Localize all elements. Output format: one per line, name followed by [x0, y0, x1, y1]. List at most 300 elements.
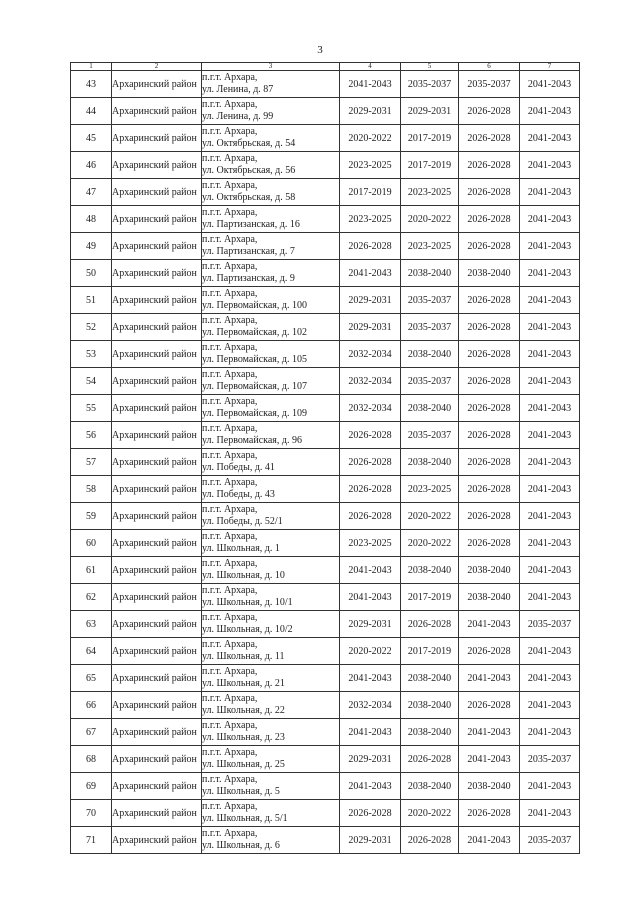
table-row — [71, 503, 580, 530]
period-col5-cell: 2038-2040 — [401, 719, 459, 746]
period-col7-cell: 2035-2037 — [520, 611, 580, 638]
address-cell — [202, 422, 340, 449]
row-number-cell: 56 — [71, 422, 112, 449]
period-col4-cell: 2020-2022 — [340, 638, 401, 665]
address-line-1: п.г.т. Архара, — [202, 693, 258, 704]
column-header: 2 — [112, 63, 202, 71]
period-col5-cell: 2017-2019 — [401, 125, 459, 152]
address-line-2: ул. Октябрьская, д. 54 — [202, 138, 296, 149]
address-cell — [202, 368, 340, 395]
table-row — [71, 179, 580, 206]
address-line-1: п.г.т. Архара, — [202, 72, 258, 83]
period-col5-cell: 2038-2040 — [401, 341, 459, 368]
row-number-cell: 47 — [71, 179, 112, 206]
period-col4-cell: 2029-2031 — [340, 314, 401, 341]
period-col7-cell: 2041-2043 — [520, 368, 580, 395]
period-col6-cell: 2041-2043 — [459, 746, 520, 773]
district-cell: Архаринский район — [112, 557, 202, 584]
period-col4-cell: 2041-2043 — [340, 773, 401, 800]
table-row — [71, 98, 580, 125]
district-cell: Архаринский район — [112, 800, 202, 827]
period-col6-cell: 2026-2028 — [459, 476, 520, 503]
row-number-cell: 59 — [71, 503, 112, 530]
address-line-2: ул. Школьная, д. 1 — [202, 543, 280, 554]
period-col5-cell: 2020-2022 — [401, 503, 459, 530]
district-cell: Архаринский район — [112, 287, 202, 314]
address-cell — [202, 611, 340, 638]
period-col5-cell: 2035-2037 — [401, 71, 459, 98]
period-col4-cell: 2029-2031 — [340, 287, 401, 314]
row-number-cell: 51 — [71, 287, 112, 314]
period-col5-cell: 2038-2040 — [401, 665, 459, 692]
period-col6-cell: 2026-2028 — [459, 125, 520, 152]
period-col5-cell: 2038-2040 — [401, 449, 459, 476]
period-col4-cell: 2017-2019 — [340, 179, 401, 206]
district-cell: Архаринский район — [112, 449, 202, 476]
period-col6-cell: 2026-2028 — [459, 287, 520, 314]
period-col4-cell: 2029-2031 — [340, 827, 401, 854]
address-cell — [202, 692, 340, 719]
period-col6-cell: 2038-2040 — [459, 773, 520, 800]
address-line-1: п.г.т. Архара, — [202, 450, 258, 461]
column-header: 6 — [459, 63, 520, 71]
table-row — [71, 773, 580, 800]
row-number-cell: 67 — [71, 719, 112, 746]
period-col7-cell: 2041-2043 — [520, 125, 580, 152]
table-row — [71, 449, 580, 476]
address-line-2: ул. Первомайская, д. 105 — [202, 354, 307, 365]
table-row — [71, 314, 580, 341]
period-col7-cell: 2041-2043 — [520, 449, 580, 476]
row-number-cell: 68 — [71, 746, 112, 773]
address-line-1: п.г.т. Архара, — [202, 423, 258, 434]
period-col4-cell: 2026-2028 — [340, 476, 401, 503]
district-cell: Архаринский район — [112, 260, 202, 287]
period-col7-cell: 2041-2043 — [520, 152, 580, 179]
address-line-2: ул. Партизанская, д. 9 — [202, 273, 295, 284]
period-col7-cell: 2041-2043 — [520, 692, 580, 719]
address-line-2: ул. Победы, д. 52/1 — [202, 516, 283, 527]
period-col4-cell: 2032-2034 — [340, 368, 401, 395]
address-line-2: ул. Школьная, д. 25 — [202, 759, 285, 770]
row-number-cell: 65 — [71, 665, 112, 692]
period-col7-cell: 2041-2043 — [520, 584, 580, 611]
district-cell: Архаринский район — [112, 503, 202, 530]
period-col7-cell: 2041-2043 — [520, 530, 580, 557]
address-cell — [202, 773, 340, 800]
period-col5-cell: 2035-2037 — [401, 314, 459, 341]
period-col6-cell: 2026-2028 — [459, 800, 520, 827]
row-number-cell: 61 — [71, 557, 112, 584]
address-line-2: ул. Школьная, д. 6 — [202, 840, 280, 851]
period-col6-cell: 2026-2028 — [459, 395, 520, 422]
district-cell: Архаринский район — [112, 530, 202, 557]
district-cell: Архаринский район — [112, 368, 202, 395]
period-col6-cell: 2026-2028 — [459, 233, 520, 260]
address-cell — [202, 449, 340, 476]
period-col6-cell: 2026-2028 — [459, 314, 520, 341]
address-line-1: п.г.т. Архара, — [202, 666, 258, 677]
address-cell — [202, 152, 340, 179]
period-col5-cell: 2023-2025 — [401, 233, 459, 260]
district-cell: Архаринский район — [112, 584, 202, 611]
address-line-1: п.г.т. Архара, — [202, 612, 258, 623]
period-col7-cell: 2041-2043 — [520, 260, 580, 287]
address-line-2: ул. Школьная, д. 5 — [202, 786, 280, 797]
period-col6-cell: 2026-2028 — [459, 638, 520, 665]
period-col5-cell: 2026-2028 — [401, 611, 459, 638]
period-col7-cell: 2041-2043 — [520, 422, 580, 449]
period-col4-cell: 2041-2043 — [340, 260, 401, 287]
address-cell — [202, 800, 340, 827]
address-cell — [202, 638, 340, 665]
table-row — [71, 476, 580, 503]
period-col7-cell: 2041-2043 — [520, 314, 580, 341]
table-row — [71, 638, 580, 665]
row-number-cell: 53 — [71, 341, 112, 368]
table-row — [71, 368, 580, 395]
period-col5-cell: 2038-2040 — [401, 395, 459, 422]
address-cell — [202, 746, 340, 773]
period-col4-cell: 2032-2034 — [340, 341, 401, 368]
period-col4-cell: 2023-2025 — [340, 152, 401, 179]
row-number-cell: 62 — [71, 584, 112, 611]
period-col7-cell: 2041-2043 — [520, 341, 580, 368]
district-cell: Архаринский район — [112, 665, 202, 692]
row-number-cell: 55 — [71, 395, 112, 422]
address-cell — [202, 71, 340, 98]
address-line-1: п.г.т. Архара, — [202, 504, 258, 515]
address-line-2: ул. Октябрьская, д. 58 — [202, 192, 296, 203]
period-col5-cell: 2026-2028 — [401, 746, 459, 773]
period-col7-cell: 2035-2037 — [520, 827, 580, 854]
district-cell: Архаринский район — [112, 773, 202, 800]
table-row — [71, 260, 580, 287]
row-number-cell: 58 — [71, 476, 112, 503]
period-col6-cell: 2026-2028 — [459, 503, 520, 530]
period-col6-cell: 2038-2040 — [459, 260, 520, 287]
period-col7-cell: 2041-2043 — [520, 503, 580, 530]
district-cell: Архаринский район — [112, 638, 202, 665]
period-col5-cell: 2038-2040 — [401, 692, 459, 719]
period-col6-cell: 2026-2028 — [459, 530, 520, 557]
period-col5-cell: 2017-2019 — [401, 638, 459, 665]
district-cell: Архаринский район — [112, 719, 202, 746]
row-number-cell: 64 — [71, 638, 112, 665]
address-line-2: ул. Партизанская, д. 7 — [202, 246, 295, 257]
address-line-1: п.г.т. Архара, — [202, 774, 258, 785]
period-col7-cell: 2041-2043 — [520, 287, 580, 314]
district-cell: Архаринский район — [112, 233, 202, 260]
address-line-1: п.г.т. Архара, — [202, 288, 258, 299]
address-line-1: п.г.т. Архара, — [202, 585, 258, 596]
address-line-2: ул. Первомайская, д. 107 — [202, 381, 307, 392]
address-line-1: п.г.т. Архара, — [202, 99, 258, 110]
period-col4-cell: 2029-2031 — [340, 611, 401, 638]
address-line-1: п.г.т. Архара, — [202, 747, 258, 758]
row-number-cell: 48 — [71, 206, 112, 233]
table-row — [71, 422, 580, 449]
table-body — [71, 71, 580, 854]
period-col6-cell: 2026-2028 — [459, 206, 520, 233]
period-col5-cell: 2020-2022 — [401, 206, 459, 233]
address-line-1: п.г.т. Архара, — [202, 234, 258, 245]
period-col5-cell: 2020-2022 — [401, 530, 459, 557]
address-line-2: ул. Первомайская, д. 100 — [202, 300, 307, 311]
address-line-1: п.г.т. Архара, — [202, 369, 258, 380]
period-col4-cell: 2026-2028 — [340, 422, 401, 449]
table-row — [71, 719, 580, 746]
period-col7-cell: 2041-2043 — [520, 638, 580, 665]
address-line-2: ул. Школьная, д. 22 — [202, 705, 285, 716]
address-cell — [202, 719, 340, 746]
row-number-cell: 52 — [71, 314, 112, 341]
period-col5-cell: 2038-2040 — [401, 773, 459, 800]
period-col5-cell: 2026-2028 — [401, 827, 459, 854]
address-line-1: п.г.т. Архара, — [202, 126, 258, 137]
period-col7-cell: 2041-2043 — [520, 206, 580, 233]
district-cell: Архаринский район — [112, 476, 202, 503]
district-cell: Архаринский район — [112, 206, 202, 233]
address-line-1: п.г.т. Архара, — [202, 261, 258, 272]
period-col6-cell: 2026-2028 — [459, 98, 520, 125]
period-col4-cell: 2026-2028 — [340, 233, 401, 260]
period-col7-cell: 2041-2043 — [520, 800, 580, 827]
period-col5-cell: 2029-2031 — [401, 98, 459, 125]
column-header: 7 — [520, 63, 580, 71]
address-cell — [202, 827, 340, 854]
table-row — [71, 584, 580, 611]
address-line-1: п.г.т. Архара, — [202, 720, 258, 731]
period-col6-cell: 2041-2043 — [459, 665, 520, 692]
table-row — [71, 800, 580, 827]
address-cell — [202, 341, 340, 368]
table-row — [71, 341, 580, 368]
table-row — [71, 152, 580, 179]
row-number-cell: 66 — [71, 692, 112, 719]
row-number-cell: 70 — [71, 800, 112, 827]
address-line-1: п.г.т. Архара, — [202, 639, 258, 650]
district-cell: Архаринский район — [112, 395, 202, 422]
period-col7-cell: 2041-2043 — [520, 665, 580, 692]
period-col6-cell: 2026-2028 — [459, 692, 520, 719]
period-col6-cell: 2026-2028 — [459, 341, 520, 368]
address-line-1: п.г.т. Архара, — [202, 153, 258, 164]
period-col7-cell: 2041-2043 — [520, 719, 580, 746]
address-line-2: ул. Первомайская, д. 102 — [202, 327, 307, 338]
district-cell: Архаринский район — [112, 746, 202, 773]
district-cell: Архаринский район — [112, 71, 202, 98]
address-line-2: ул. Школьная, д. 10 — [202, 570, 285, 581]
period-col6-cell: 2026-2028 — [459, 179, 520, 206]
period-col5-cell: 2017-2019 — [401, 584, 459, 611]
address-line-2: ул. Школьная, д. 11 — [202, 651, 285, 662]
address-line-2: ул. Школьная, д. 10/1 — [202, 597, 293, 608]
period-col5-cell: 2023-2025 — [401, 476, 459, 503]
period-col7-cell: 2035-2037 — [520, 746, 580, 773]
address-line-2: ул. Партизанская, д. 16 — [202, 219, 300, 230]
period-col5-cell: 2038-2040 — [401, 557, 459, 584]
period-col4-cell: 2041-2043 — [340, 665, 401, 692]
period-col5-cell: 2017-2019 — [401, 152, 459, 179]
column-header: 4 — [340, 63, 401, 71]
period-col7-cell: 2041-2043 — [520, 395, 580, 422]
district-cell: Архаринский район — [112, 314, 202, 341]
district-cell: Архаринский район — [112, 125, 202, 152]
district-cell: Архаринский район — [112, 98, 202, 125]
period-col6-cell: 2041-2043 — [459, 611, 520, 638]
address-cell — [202, 476, 340, 503]
address-line-1: п.г.т. Архара, — [202, 315, 258, 326]
table-row — [71, 557, 580, 584]
column-header: 5 — [401, 63, 459, 71]
address-cell — [202, 179, 340, 206]
period-col7-cell: 2041-2043 — [520, 476, 580, 503]
table-row — [71, 746, 580, 773]
table-row — [71, 827, 580, 854]
period-col6-cell: 2026-2028 — [459, 449, 520, 476]
address-cell — [202, 98, 340, 125]
period-col6-cell: 2026-2028 — [459, 152, 520, 179]
address-line-2: ул. Ленина, д. 87 — [202, 84, 274, 95]
address-cell — [202, 584, 340, 611]
address-line-1: п.г.т. Архара, — [202, 558, 258, 569]
period-col4-cell: 2029-2031 — [340, 746, 401, 773]
address-cell — [202, 206, 340, 233]
page-number: 3 — [317, 44, 323, 56]
address-cell — [202, 125, 340, 152]
period-col5-cell: 2023-2025 — [401, 179, 459, 206]
period-col7-cell: 2041-2043 — [520, 179, 580, 206]
address-line-2: ул. Школьная, д. 5/1 — [202, 813, 288, 824]
row-number-cell: 44 — [71, 98, 112, 125]
period-col7-cell: 2041-2043 — [520, 98, 580, 125]
address-cell — [202, 530, 340, 557]
address-cell — [202, 287, 340, 314]
period-col4-cell: 2041-2043 — [340, 584, 401, 611]
district-cell: Архаринский район — [112, 692, 202, 719]
district-cell: Архаринский район — [112, 611, 202, 638]
row-number-cell: 46 — [71, 152, 112, 179]
period-col4-cell: 2041-2043 — [340, 557, 401, 584]
period-col5-cell: 2035-2037 — [401, 422, 459, 449]
address-cell — [202, 557, 340, 584]
table-row — [71, 395, 580, 422]
period-col6-cell: 2026-2028 — [459, 368, 520, 395]
address-cell — [202, 233, 340, 260]
row-number-cell: 54 — [71, 368, 112, 395]
row-number-cell: 49 — [71, 233, 112, 260]
row-number-cell: 57 — [71, 449, 112, 476]
table-row — [71, 206, 580, 233]
period-col4-cell: 2032-2034 — [340, 395, 401, 422]
period-col6-cell: 2041-2043 — [459, 827, 520, 854]
address-line-2: ул. Школьная, д. 10/2 — [202, 624, 293, 635]
period-col4-cell: 2026-2028 — [340, 800, 401, 827]
address-line-2: ул. Победы, д. 41 — [202, 462, 275, 473]
table-row — [71, 71, 580, 98]
period-col7-cell: 2041-2043 — [520, 773, 580, 800]
address-cell — [202, 260, 340, 287]
address-line-1: п.г.т. Архара, — [202, 531, 258, 542]
address-cell — [202, 314, 340, 341]
period-col4-cell: 2026-2028 — [340, 503, 401, 530]
address-line-2: ул. Октябрьская, д. 56 — [202, 165, 296, 176]
period-col7-cell: 2041-2043 — [520, 71, 580, 98]
address-line-1: п.г.т. Архара, — [202, 828, 258, 839]
address-line-2: ул. Первомайская, д. 96 — [202, 435, 302, 446]
address-line-1: п.г.т. Архара, — [202, 801, 258, 812]
district-cell: Архаринский район — [112, 827, 202, 854]
district-cell: Архаринский район — [112, 152, 202, 179]
row-number-cell: 71 — [71, 827, 112, 854]
address-line-1: п.г.т. Архара, — [202, 396, 258, 407]
period-col4-cell: 2026-2028 — [340, 449, 401, 476]
period-col5-cell: 2038-2040 — [401, 260, 459, 287]
district-cell: Архаринский район — [112, 422, 202, 449]
period-col4-cell: 2032-2034 — [340, 692, 401, 719]
period-col7-cell: 2041-2043 — [520, 557, 580, 584]
table-row — [71, 692, 580, 719]
period-col4-cell: 2041-2043 — [340, 71, 401, 98]
table-row — [71, 287, 580, 314]
period-col4-cell: 2020-2022 — [340, 125, 401, 152]
period-col5-cell: 2035-2037 — [401, 368, 459, 395]
period-col6-cell: 2041-2043 — [459, 719, 520, 746]
address-line-2: ул. Победы, д. 43 — [202, 489, 275, 500]
table-row — [71, 125, 580, 152]
district-cell: Архаринский район — [112, 179, 202, 206]
row-number-cell: 43 — [71, 71, 112, 98]
period-col4-cell: 2023-2025 — [340, 530, 401, 557]
address-line-2: ул. Школьная, д. 21 — [202, 678, 285, 689]
column-header: 3 — [202, 63, 340, 71]
period-col6-cell: 2038-2040 — [459, 557, 520, 584]
row-number-cell: 69 — [71, 773, 112, 800]
period-col5-cell: 2020-2022 — [401, 800, 459, 827]
period-col7-cell: 2041-2043 — [520, 233, 580, 260]
row-number-cell: 63 — [71, 611, 112, 638]
address-line-1: п.г.т. Архара, — [202, 180, 258, 191]
period-col4-cell: 2023-2025 — [340, 206, 401, 233]
district-cell: Архаринский район — [112, 341, 202, 368]
address-line-1: п.г.т. Архара, — [202, 477, 258, 488]
period-col5-cell: 2035-2037 — [401, 287, 459, 314]
address-line-2: ул. Ленина, д. 99 — [202, 111, 274, 122]
row-number-cell: 60 — [71, 530, 112, 557]
row-number-cell: 50 — [71, 260, 112, 287]
row-number-cell: 45 — [71, 125, 112, 152]
address-cell — [202, 395, 340, 422]
period-col4-cell: 2029-2031 — [340, 98, 401, 125]
address-line-2: ул. Школьная, д. 23 — [202, 732, 285, 743]
table-row — [71, 233, 580, 260]
address-line-1: п.г.т. Архара, — [202, 342, 258, 353]
address-line-1: п.г.т. Архара, — [202, 207, 258, 218]
column-header: 1 — [71, 63, 112, 71]
column-number-row — [71, 63, 580, 71]
period-col4-cell: 2041-2043 — [340, 719, 401, 746]
period-col6-cell: 2026-2028 — [459, 422, 520, 449]
address-cell — [202, 503, 340, 530]
table-row — [71, 611, 580, 638]
address-line-2: ул. Первомайская, д. 109 — [202, 408, 307, 419]
period-col6-cell: 2038-2040 — [459, 584, 520, 611]
address-cell — [202, 665, 340, 692]
table-row — [71, 530, 580, 557]
table-row — [71, 665, 580, 692]
period-col6-cell: 2035-2037 — [459, 71, 520, 98]
